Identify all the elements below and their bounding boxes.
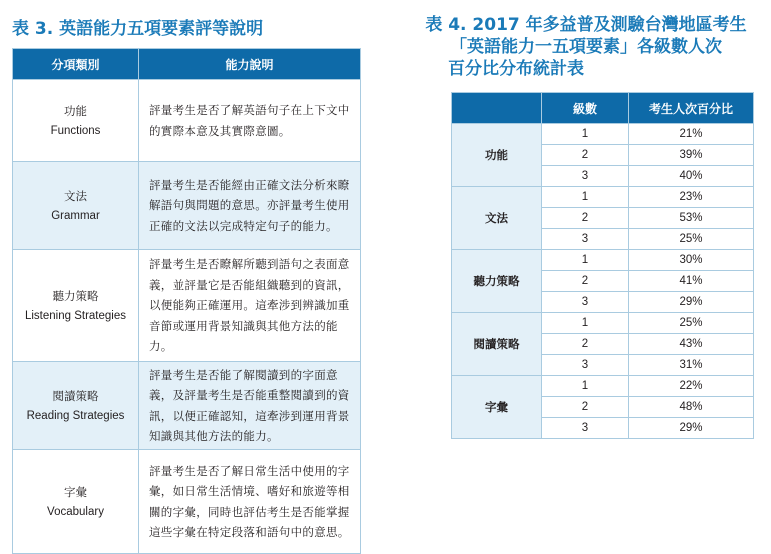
level-cell: 1 [542,187,629,208]
category-cell [13,80,139,162]
percent-cell: 30% [629,250,754,271]
percent-cell: 53% [629,208,754,229]
level-cell: 1 [542,124,629,145]
category-en: Functions [50,124,101,137]
table-row [13,250,361,362]
table3-header-description: 能力說明 [139,49,361,80]
category-en: Grammar [51,209,100,222]
percent-cell: 25% [629,313,754,334]
table-row [452,313,754,334]
percent-cell: 43% [629,334,754,355]
table3-header-category: 分項類別 [13,49,139,80]
percent-cell: 41% [629,271,754,292]
table4-header-percent: 考生人次百分比 [629,93,754,124]
table4-title-line3: 百分比分布統計表 [448,59,584,79]
table4-title-line2: 「英語能力一五項要素」各級數人次 [450,37,722,57]
group-cell: 文法 [452,187,542,250]
percent-cell: 40% [629,166,754,187]
category-en: Listening Strategies [24,309,126,322]
percent-cell: 29% [629,418,754,439]
description-cell: 評量考生是否能了解閱讀到的字面意義，及評量考生是否能重整閱讀到的資訊，以便正確認知，這牽涉到運用背景知識與其他方法的能力。 [139,362,361,450]
category-cell [13,362,139,450]
category-zh: 閱讀策略 [52,388,99,403]
level-cell: 2 [542,208,629,229]
category-en: Reading Strategies [26,409,125,422]
level-cell: 1 [542,250,629,271]
level-cell: 3 [542,292,629,313]
table-row [13,362,361,450]
table-row [452,376,754,397]
table-row [13,162,361,250]
description-cell: 評量考生是否了解日常生活中使用的字彙，如日常生活情境、嗜好和旅遊等相關的字彙，同時也評估考生是否能掌握這些字彙在特定段落和語句中的意思。 [139,450,361,554]
table-row [452,187,754,208]
category-zh: 聽力策略 [52,288,99,303]
level-cell: 3 [542,229,629,250]
table4-title [408,14,764,80]
category-cell [13,162,139,250]
percent-cell: 21% [629,124,754,145]
level-cell: 3 [542,418,629,439]
level-cell: 2 [542,271,629,292]
percent-cell: 25% [629,229,754,250]
group-cell: 字彙 [452,376,542,439]
percent-cell: 22% [629,376,754,397]
percent-cell: 39% [629,145,754,166]
table3-title: 表 3. 英語能力五項要素評等說明 [12,19,264,39]
category-cell [13,250,139,362]
table-row [13,450,361,554]
table-row [452,250,754,271]
percent-cell: 31% [629,355,754,376]
description-cell: 評量考生是否能經由正確文法分析來瞭解語句與問題的意思。亦評量考生使用正確的文法以完成特定句子的能力。 [139,162,361,250]
category-zh: 功能 [64,103,87,118]
group-cell: 功能 [452,124,542,187]
category-cell [13,450,139,554]
group-cell: 閱讀策略 [452,313,542,376]
level-cell: 3 [542,166,629,187]
table4 [451,92,754,439]
percent-cell: 23% [629,187,754,208]
group-cell: 聽力策略 [452,250,542,313]
level-cell: 1 [542,313,629,334]
table4-title-line1: 表 4. 2017 年多益普及測驗台灣地區考生 [425,15,747,35]
category-zh: 文法 [64,188,87,203]
level-cell: 2 [542,334,629,355]
percent-cell: 29% [629,292,754,313]
description-cell: 評量考生是否了解英語句子在上下文中的實際本意及其實際意圖。 [139,80,361,162]
table-row [452,124,754,145]
table4-header-level: 級數 [542,93,629,124]
table4-header-blank [452,93,542,124]
category-en: Vocabulary [47,505,104,518]
table3 [12,48,361,554]
table-row [13,80,361,162]
level-cell: 2 [542,397,629,418]
category-zh: 字彙 [64,484,87,499]
level-cell: 1 [542,376,629,397]
level-cell: 3 [542,355,629,376]
percent-cell: 48% [629,397,754,418]
level-cell: 2 [542,145,629,166]
description-cell: 評量考生是否瞭解所聽到語句之表面意義，並評量它是否能組織聽到的資訊，以便能夠正確運用。這牽涉到辨識加重音節或運用背景知識與其他方法的能力。 [139,250,361,362]
